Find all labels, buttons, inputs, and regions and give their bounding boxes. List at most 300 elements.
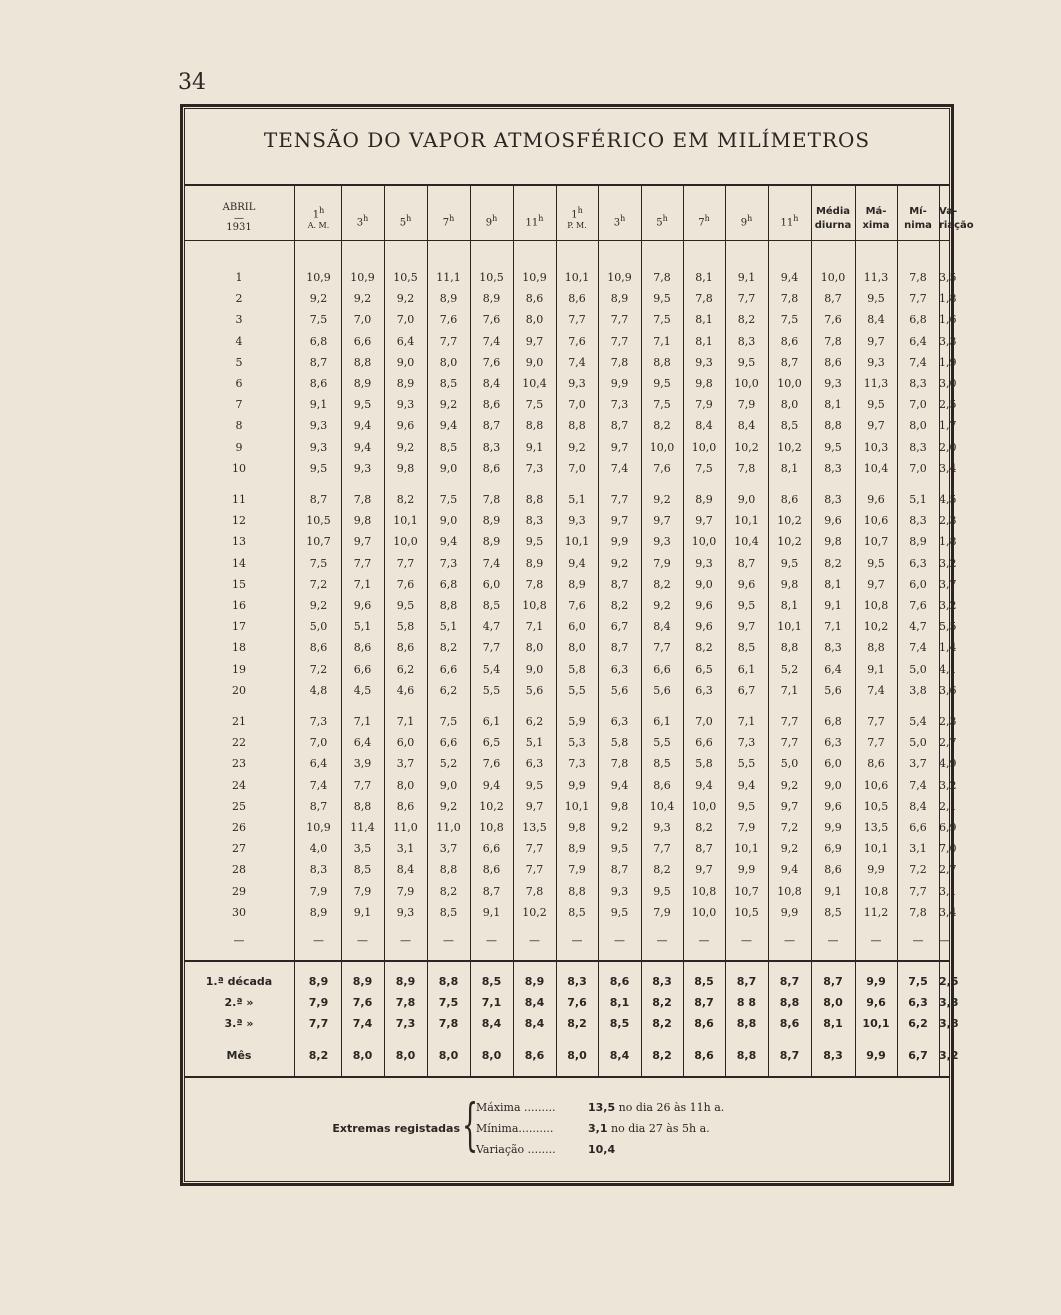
- table-cell: 7,9: [737, 398, 756, 412]
- table-cell: 7,8: [353, 493, 372, 506]
- table-cell: 8,6: [309, 641, 328, 655]
- table-cell: 10,2: [522, 905, 547, 919]
- table-cell: 8,5: [737, 641, 756, 655]
- table-cell: 7,6: [653, 461, 671, 475]
- day-label: 16: [232, 599, 246, 612]
- table-cell: 5,6: [653, 683, 671, 697]
- table-cell: 4,1: [939, 662, 957, 676]
- extreme-detail: no dia 27 às 5h a.: [607, 1122, 710, 1135]
- table-cell: 3,1: [396, 842, 415, 856]
- day-label: 13: [232, 535, 246, 549]
- table-cell: 5,2: [780, 662, 799, 676]
- table-cell: 3,2: [939, 556, 957, 570]
- summary-cell: 8,4: [524, 1017, 545, 1030]
- table-cell: 8,3: [824, 641, 842, 655]
- summary-cell: 8,3: [823, 1049, 843, 1062]
- table-cell: 5,6: [525, 683, 544, 697]
- table-cell: 3,5: [353, 842, 372, 856]
- table-cell: 7,7: [867, 736, 885, 750]
- table-cell: 5,1: [439, 620, 458, 634]
- table-cell: 10,1: [777, 620, 802, 634]
- table-cell: 8,7: [309, 493, 328, 506]
- table-cell: 10,9: [522, 271, 547, 284]
- table-cell: 7,8: [525, 577, 544, 591]
- table-cell: 8,2: [653, 863, 671, 877]
- summary-cell: 8,4: [524, 996, 545, 1009]
- summary-cell: 8,0: [395, 1049, 416, 1062]
- table-cell: 7,8: [695, 292, 713, 306]
- table-cell: 9,5: [867, 398, 885, 412]
- table-cell: 5,9: [568, 715, 586, 728]
- day-label: 6: [235, 377, 243, 390]
- dash-cell: —: [486, 934, 497, 947]
- summary-cell: 8,3: [652, 975, 672, 988]
- table-cell: 7,3: [525, 461, 544, 475]
- table-cell: 9,9: [610, 535, 629, 549]
- table-cell: 5,4: [482, 662, 501, 676]
- table-cell: 5,5: [482, 683, 501, 697]
- extreme-name: Máxima .........: [476, 1101, 556, 1114]
- table-cell: 9,2: [396, 440, 415, 454]
- table-cell: 9,9: [867, 863, 885, 877]
- table-cell: 6,0: [396, 736, 415, 750]
- day-label: 18: [232, 641, 246, 655]
- summary-cell: 6,3: [908, 996, 928, 1009]
- table-cell: 6,3: [525, 757, 544, 771]
- table-cell: 8,1: [695, 334, 713, 348]
- header-month: ABRIL: [222, 202, 256, 213]
- table-cell: 9,7: [780, 799, 799, 813]
- table-cell: 6,6: [909, 821, 927, 834]
- table-cell: 7,4: [909, 778, 927, 792]
- dash-cell: —: [698, 934, 710, 947]
- table-cell: 5,5: [653, 736, 671, 750]
- dash-cell: —: [870, 934, 882, 947]
- table-cell: 7,7: [737, 292, 756, 306]
- table-cell: 5,5: [737, 757, 756, 771]
- table-cell: 4,9: [939, 757, 957, 771]
- extreme-value: [588, 1101, 724, 1114]
- summary-cell: 8 8: [736, 996, 757, 1009]
- table-cell: 10,0: [777, 377, 802, 390]
- table-cell: 10,4: [734, 535, 759, 549]
- table-cell: 10,6: [863, 514, 889, 528]
- table-cell: 5,8: [568, 662, 586, 676]
- table-cell: 9,3: [610, 884, 629, 898]
- table-cell: 8,7: [309, 799, 328, 813]
- summary-cell: 8,2: [567, 1017, 587, 1030]
- table-cell: 10,5: [734, 905, 759, 919]
- table-cell: 3,6: [939, 683, 957, 697]
- table-cell: 7,4: [309, 778, 328, 792]
- table-cell: 2,7: [939, 863, 957, 877]
- table-cell: 9,3: [353, 461, 372, 475]
- table-cell: 8,9: [482, 292, 501, 306]
- summary-cell: 8,2: [652, 1017, 672, 1030]
- table-cell: 8,4: [396, 863, 415, 877]
- table-cell: 7,5: [653, 398, 671, 412]
- table-cell: 9,5: [309, 461, 328, 475]
- table-cell: 8,6: [482, 398, 501, 412]
- dash-cell: —: [443, 934, 454, 947]
- table-cell: 9,3: [695, 556, 713, 570]
- table-cell: 5,8: [610, 736, 629, 750]
- table-cell: 6,1: [737, 662, 756, 676]
- dash-cell: —: [357, 934, 368, 947]
- day-label: 11: [232, 493, 246, 506]
- table-cell: 6,5: [695, 662, 713, 676]
- table-cell: 9,4: [737, 778, 756, 792]
- table-cell: 7,4: [482, 334, 501, 348]
- table-cell: 9,7: [525, 799, 544, 813]
- table-cell: 5,5: [568, 683, 586, 697]
- table-cell: 6,0: [824, 757, 842, 771]
- table-cell: 7,5: [525, 398, 544, 412]
- table-cell: 8,5: [439, 377, 458, 390]
- summary-cell: 8,8: [779, 996, 800, 1009]
- table-cell: 3,7: [909, 757, 927, 771]
- table-cell: 8,6: [482, 863, 501, 877]
- table-cell: 7,1: [824, 620, 842, 634]
- table-cell: 1,8: [939, 535, 957, 549]
- table-cell: 9,5: [653, 292, 671, 306]
- table-cell: 3,0: [939, 377, 957, 390]
- summary-cell: 8,6: [694, 1017, 714, 1030]
- table-cell: 9,2: [353, 292, 372, 306]
- table-cell: 8,8: [525, 493, 544, 506]
- table-cell: 8,7: [610, 863, 629, 877]
- dash-cell: —: [233, 934, 245, 947]
- table-cell: 7,6: [568, 599, 586, 612]
- table-cell: 9,6: [695, 620, 713, 634]
- table-cell: 9,5: [737, 799, 756, 813]
- table-cell: 10,8: [777, 884, 802, 898]
- table-cell: 10,1: [564, 799, 590, 813]
- table-cell: 7,8: [610, 757, 629, 771]
- table-cell: 7,7: [396, 556, 415, 570]
- table-cell: 9,5: [653, 377, 671, 390]
- table-cell: 8,5: [439, 905, 458, 919]
- table-cell: 9,2: [780, 778, 799, 792]
- table-cell: 9,0: [396, 355, 415, 369]
- table-cell: 8,9: [482, 535, 501, 549]
- table-cell: 9,2: [396, 292, 415, 306]
- table-cell: 1,9: [939, 355, 957, 369]
- table-cell: 8,4: [695, 419, 713, 433]
- table-cell: 2,1: [939, 799, 957, 813]
- table-cell: 7,1: [780, 683, 799, 697]
- dash-cell: —: [784, 934, 795, 947]
- table-cell: 8,8: [439, 863, 458, 877]
- table-cell: 8,9: [610, 292, 629, 306]
- table-cell: 4,0: [309, 842, 328, 856]
- table-cell: 8,4: [482, 377, 501, 390]
- table-cell: 7,0: [939, 842, 957, 856]
- table-cell: 7,0: [396, 313, 415, 327]
- table-cell: 7,9: [737, 821, 756, 834]
- table-cell: 9,3: [396, 398, 415, 412]
- table-cell: 5,0: [309, 620, 328, 634]
- summary-cell: 8,8: [736, 1049, 757, 1062]
- table-cell: 8,3: [525, 514, 544, 528]
- table-cell: 1,8: [939, 292, 957, 306]
- summary-cell: 9,6: [866, 996, 886, 1009]
- table-cell: 9,8: [568, 821, 586, 834]
- table-cell: 9,5: [780, 556, 799, 570]
- day-label: 20: [232, 683, 246, 697]
- summary-cell: 8,5: [481, 975, 502, 988]
- table-cell: 8,9: [525, 556, 544, 570]
- table-cell: 9,7: [610, 440, 629, 454]
- day-label: 4: [235, 334, 243, 348]
- table-cell: 9,5: [353, 398, 372, 412]
- table-cell: 6,0: [482, 577, 501, 591]
- table-cell: 1,6: [939, 313, 957, 327]
- table-cell: 7,1: [353, 577, 372, 591]
- table-cell: 7,8: [653, 271, 671, 284]
- table-cell: 9,1: [353, 905, 372, 919]
- table-cell: 6,9: [824, 842, 842, 856]
- table-cell: 7,7: [610, 334, 629, 348]
- table-cell: 9,1: [867, 662, 885, 676]
- table-cell: 3,1: [909, 842, 927, 856]
- table-cell: 8,9: [482, 514, 501, 528]
- table-cell: 7,3: [568, 757, 586, 771]
- table-cell: 8,3: [909, 514, 927, 528]
- table-cell: 8,3: [309, 863, 328, 877]
- table-cell: 9,3: [309, 440, 328, 454]
- table-cell: 5,1: [525, 736, 544, 750]
- table-cell: 7,7: [353, 778, 372, 792]
- table-cell: 11,3: [863, 271, 889, 284]
- table-cell: 6,2: [439, 683, 458, 697]
- table-cell: 7,6: [482, 757, 501, 771]
- column-header: 7$^h$: [442, 214, 455, 229]
- table-cell: 7,7: [909, 292, 927, 306]
- table-cell: 7,8: [737, 461, 756, 475]
- table-cell: 7,8: [525, 884, 544, 898]
- table-cell: 7,7: [439, 334, 458, 348]
- table-cell: 9,8: [780, 577, 799, 591]
- table-cell: 8,0: [780, 398, 799, 412]
- table-cell: 8,9: [568, 842, 586, 856]
- table-cell: 6,3: [824, 736, 842, 750]
- summary-cell: 7,6: [352, 996, 373, 1009]
- table-cell: 8,5: [568, 905, 586, 919]
- table-cell: 8,9: [695, 493, 713, 506]
- table-cell: 9,9: [568, 778, 586, 792]
- day-label: 3: [235, 313, 243, 327]
- table-cell: 9,9: [780, 905, 799, 919]
- table-cell: 7,6: [482, 355, 501, 369]
- summary-cell: 8,2: [652, 1049, 672, 1062]
- extreme-number: 13,5: [588, 1101, 616, 1114]
- table-cell: 8,6: [353, 641, 372, 655]
- header-top-rule: [184, 184, 950, 186]
- table-cell: 9,6: [396, 419, 415, 433]
- table-cell: 8,7: [482, 419, 501, 433]
- summary-cell: 7,6: [567, 996, 587, 1009]
- table-cell: 8,6: [824, 863, 842, 877]
- summary-label: Mês: [226, 1049, 252, 1062]
- table-cell: 8,2: [695, 821, 713, 834]
- table-cell: 9,2: [439, 799, 458, 813]
- table-cell: 10,9: [350, 271, 375, 284]
- table-cell: 4,7: [482, 620, 501, 634]
- summary-cell: 8,8: [736, 1017, 757, 1030]
- summary-cell: 8,9: [395, 975, 416, 988]
- table-cell: 10,1: [393, 514, 418, 528]
- table-cell: 2,0: [939, 440, 957, 454]
- table-cell: 8,8: [824, 419, 842, 433]
- table-cell: 10,2: [863, 620, 889, 634]
- table-cell: 9,4: [568, 556, 586, 570]
- table-cell: 3,4: [939, 905, 957, 919]
- table-cell: 10,1: [564, 535, 590, 549]
- table-cell: 1,7: [939, 419, 957, 433]
- column-rule: [294, 186, 295, 1076]
- column-header-sub: A. M.: [307, 221, 330, 230]
- table-cell: 8,7: [695, 842, 713, 856]
- table-cell: 9,9: [737, 863, 756, 877]
- table-cell: 7,0: [568, 461, 586, 475]
- table-cell: 8,5: [653, 757, 671, 771]
- table-cell: 6,4: [353, 736, 372, 750]
- table-cell: 8,2: [439, 884, 458, 898]
- table-cell: 5,6: [824, 683, 842, 697]
- table-cell: 8,8: [653, 355, 671, 369]
- table-cell: 9,5: [867, 556, 885, 570]
- day-label: 2: [235, 292, 243, 306]
- table-cell: 9,7: [695, 514, 713, 528]
- table-cell: 6,6: [695, 736, 713, 750]
- table-cell: 8,2: [737, 313, 756, 327]
- table-cell: 7,7: [568, 313, 586, 327]
- table-cell: 8,0: [568, 641, 586, 655]
- table-cell: 7,7: [610, 313, 629, 327]
- day-label: 26: [232, 821, 246, 834]
- table-cell: 3,9: [353, 757, 372, 771]
- table-cell: 9,7: [867, 419, 885, 433]
- table-cell: 7,6: [568, 334, 586, 348]
- day-label: 10: [232, 461, 246, 475]
- header-year: 1931: [226, 222, 252, 233]
- table-cell: 8,6: [780, 493, 799, 506]
- column-header: 5$^h$: [399, 214, 412, 229]
- table-cell: 4,8: [309, 683, 328, 697]
- table-cell: 7,0: [909, 461, 927, 475]
- table-cell: 9,5: [867, 292, 885, 306]
- table-cell: 8,6: [525, 292, 544, 306]
- table-cell: 6,6: [482, 842, 501, 856]
- column-header: 1$^h$: [312, 206, 325, 221]
- summary-cell: 7,1: [481, 996, 502, 1009]
- table-cell: 9,0: [824, 778, 842, 792]
- table-cell: 6,8: [309, 334, 328, 348]
- summary-bottom-rule: [184, 1076, 950, 1078]
- table-cell: 3,5: [939, 271, 957, 284]
- table-cell: 5,0: [909, 736, 927, 750]
- table-cell: 8,8: [525, 419, 544, 433]
- table-cell: 8,4: [867, 313, 885, 327]
- table-cell: 8,6: [482, 461, 501, 475]
- table-cell: 9,2: [309, 292, 328, 306]
- table-cell: 7,9: [309, 884, 328, 898]
- table-cell: 9,2: [653, 493, 671, 506]
- table-cell: 7,4: [482, 556, 501, 570]
- extremes-label: Extremas registadas: [332, 1122, 460, 1135]
- extreme-number: 10,4: [588, 1143, 616, 1156]
- day-label: 5: [235, 355, 243, 369]
- table-cell: 11,3: [863, 377, 889, 390]
- table-cell: 10,2: [777, 440, 802, 454]
- summary-label: 1.ª década: [205, 975, 273, 988]
- summary-cell: 8,0: [823, 996, 843, 1009]
- summary-cell: 8,6: [779, 1017, 800, 1030]
- table-cell: 9,3: [653, 535, 671, 549]
- table-cell: 6,0: [568, 620, 586, 634]
- table-cell: 9,5: [737, 355, 756, 369]
- table-cell: 7,0: [568, 398, 586, 412]
- table-cell: 8,5: [482, 599, 501, 612]
- table-cell: 9,7: [610, 514, 629, 528]
- table-cell: 8,0: [396, 778, 415, 792]
- extreme-name: Variação ........: [476, 1143, 556, 1156]
- table-cell: 6,5: [482, 736, 501, 750]
- table-cell: 10,1: [734, 514, 759, 528]
- summary-cell: 8,4: [609, 1049, 630, 1062]
- column-header: Mí-: [909, 206, 927, 217]
- summary-label: 3.ª »: [224, 1017, 254, 1030]
- table-cell: 8,5: [780, 419, 799, 433]
- table-cell: 10,9: [607, 271, 632, 284]
- table-cell: 7,9: [653, 905, 671, 919]
- table-cell: 7,6: [482, 313, 501, 327]
- table-cell: 9,2: [653, 599, 671, 612]
- table-cell: 7,0: [695, 715, 713, 728]
- summary-cell: 7,5: [908, 975, 928, 988]
- table-cell: 9,0: [439, 514, 458, 528]
- table-cell: 6,2: [396, 662, 415, 676]
- day-label: 1: [235, 271, 243, 284]
- table-cell: 5,8: [695, 757, 713, 771]
- table-cell: 9,0: [525, 355, 544, 369]
- table-cell: 5,3: [568, 736, 586, 750]
- table-cell: 10,0: [691, 905, 717, 919]
- page-number: 34: [178, 70, 206, 95]
- table-cell: 11,4: [350, 821, 375, 834]
- table-cell: 7,5: [695, 461, 713, 475]
- summary-cell: 3,3: [939, 996, 959, 1009]
- summary-cell: 8,7: [736, 975, 757, 988]
- table-cell: 5,1: [909, 493, 927, 506]
- table-cell: 8,9: [309, 905, 328, 919]
- table-cell: 5,6: [610, 683, 629, 697]
- table-cell: 9,5: [653, 884, 671, 898]
- summary-cell: 7,5: [438, 996, 459, 1009]
- brace-icon: {: [462, 1093, 479, 1158]
- summary-cell: 8,6: [609, 975, 630, 988]
- table-cell: 10,6: [863, 778, 889, 792]
- table-cell: 8,1: [824, 398, 842, 412]
- table-cell: 10,0: [734, 377, 759, 390]
- table-cell: 8,3: [909, 440, 927, 454]
- table-cell: 7,9: [396, 884, 415, 898]
- table-cell: 8,9: [568, 577, 586, 591]
- table-cell: 9,7: [867, 577, 885, 591]
- table-cell: 9,2: [568, 440, 586, 454]
- table-cell: 7,3: [610, 398, 629, 412]
